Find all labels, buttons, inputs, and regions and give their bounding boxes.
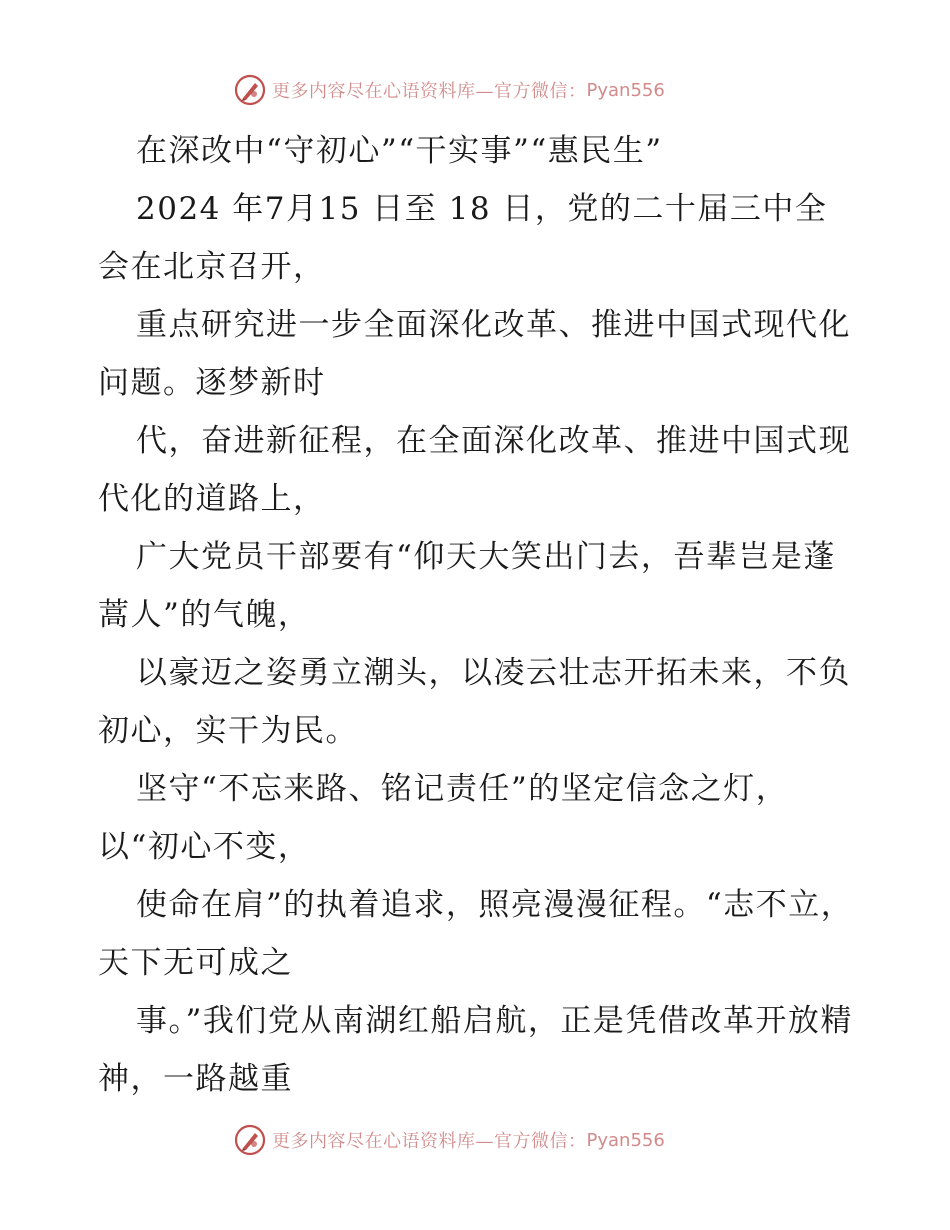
paragraph: 事。”我们党从南湖红船启航，正是凭借改革开放精神，一路越重 (98, 1003, 853, 1097)
header-watermark (234, 72, 734, 108)
pen-logo-icon (234, 74, 266, 106)
paragraph: 坚守“不忘来路、铭记责任”的坚定信念之灯，以“初心不变， (98, 771, 789, 865)
paragraph: 2024 年7月15 日至 18 日，党的二十届三中全会在北京召开， (98, 191, 828, 285)
footer-watermark (234, 1122, 734, 1158)
paragraph: 重点研究进一步全面深化改革、推进中国式现代化问题。逐梦新时 (98, 307, 851, 401)
watermark-wechat-id: Pyan556 (586, 1129, 665, 1151)
paragraph: 以豪迈之姿勇立潮头，以凌云壮志开拓未来，不负初心，实干为民。 (98, 655, 851, 749)
paragraph: 代，奋进新征程，在全面深化改革、推进中国式现代化的道路上， (98, 423, 851, 517)
watermark-text: 更多内容尽在心语资料库—官方微信： (272, 81, 587, 102)
article-body (98, 122, 858, 1108)
watermark-text: 更多内容尽在心语资料库—官方微信： (272, 1131, 587, 1152)
paragraph-title: 在深改中“守初心”“干实事”“惠民生” (136, 133, 663, 169)
paragraph: 使命在肩”的执着追求，照亮漫漫征程。“志不立，天下无可成之 (98, 887, 854, 981)
pen-logo-icon (234, 1124, 266, 1156)
watermark-wechat-id: Pyan556 (586, 79, 665, 101)
paragraph: 广大党员干部要有“仰天大笑出门去，吾辈岂是蓬蒿人”的气魄， (98, 539, 836, 633)
